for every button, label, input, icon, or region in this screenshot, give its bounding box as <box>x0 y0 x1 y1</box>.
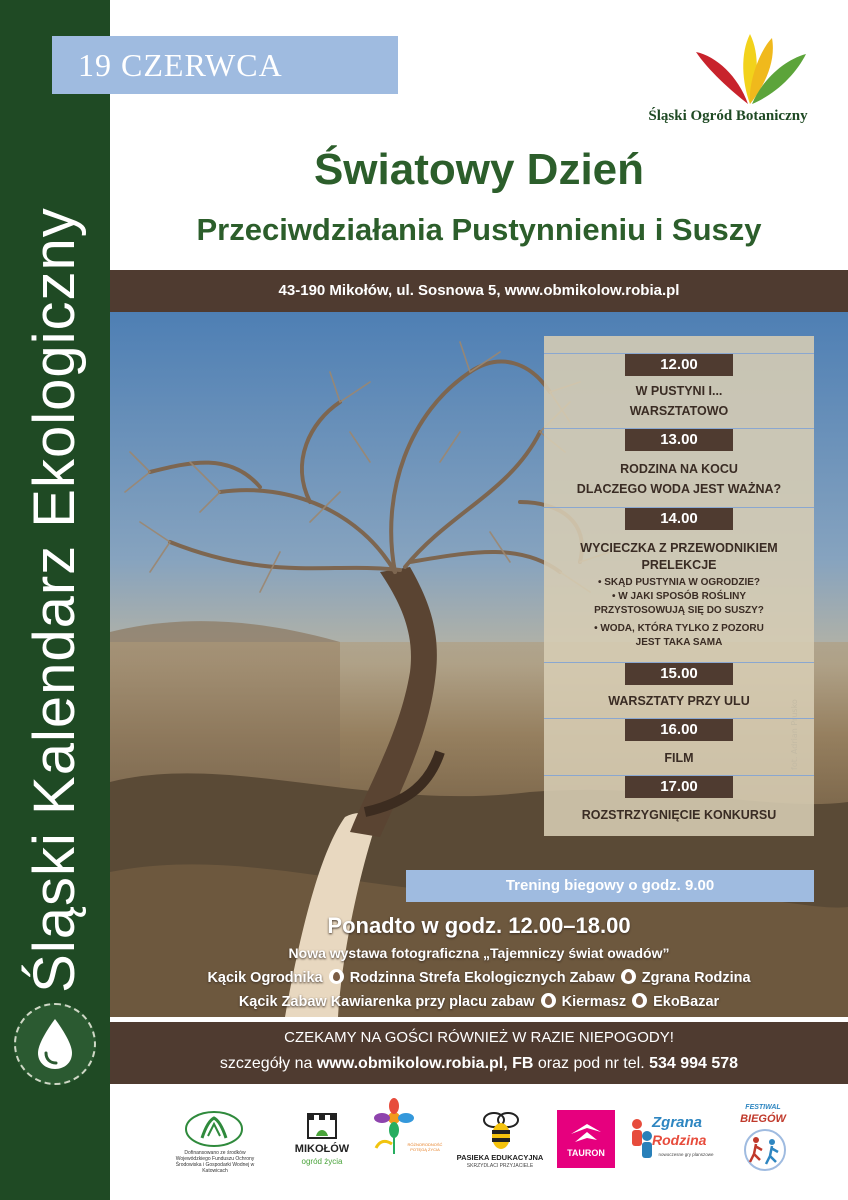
contact-line <box>110 1050 848 1078</box>
website-link[interactable]: www.obmikolow.robia.pl <box>316 1055 504 1072</box>
mikolow-text: MIKOŁÓW <box>294 1143 350 1155</box>
schedule-event: FILM <box>664 751 694 765</box>
training-text: Trening biegowy o godz. 9.00 <box>505 877 715 894</box>
zgrana-word2: Rodzina <box>652 1132 707 1148</box>
extra-hours-title: Ponadto w godz. 12.00–18.00 <box>327 913 631 938</box>
mikolow-sub: ogród życia <box>301 1157 343 1166</box>
schedule-time: 14.00 <box>625 508 733 530</box>
drop-bullet-icon <box>329 969 344 984</box>
facebook-label: , FB <box>503 1055 534 1072</box>
subtitle: Przeciwdziałania Pustynnieniu i Suszy <box>196 212 762 247</box>
tauron-logo <box>557 1110 615 1168</box>
mikolow-crest-icon <box>302 1110 342 1142</box>
schedule-time: 12.00 <box>625 354 733 376</box>
schedule-bullet: • WODA, KTÓRA TYLKO Z POZORU <box>594 623 764 634</box>
schedule-bullet: • SKĄD PUSTYNIA W OGRODZIE? <box>597 577 761 588</box>
festiwal-word2: BIEGÓW <box>740 1113 786 1125</box>
schedule-event: WYCIECZKA Z PRZEWODNIKIEM <box>580 541 778 555</box>
botanical-garden-name: Śląski Ogród Botaniczny <box>648 108 808 124</box>
biodiversity-text: RÓŻNORODNOŚĆ POTĘGĄ ŻYCIA <box>407 1142 443 1152</box>
schedule-event: WARSZTATOWO <box>629 404 729 418</box>
runners-icon <box>740 1128 790 1172</box>
schedule-event: ROZSTRZYGNIĘCIE KONKURSU <box>581 808 777 822</box>
vertical-series-title: Śląski Kalendarz Ekologiczny <box>22 207 87 993</box>
schedule-bullet: PRZYSTOSOWUJĄ SIĘ DO SUSZY? <box>594 605 764 616</box>
drop-bullet-icon <box>621 969 636 984</box>
phone-number: 534 994 578 <box>649 1055 739 1072</box>
wfos-leaf-logo-icon <box>184 1110 244 1148</box>
address-text: 43-190 Mikołów, ul. Sosnowa 5, www.obmikolow.robia.pl <box>278 282 680 299</box>
water-drop-icon <box>16 1005 94 1083</box>
pasieka-sub: SKRZYDLACI PRZYJACIELE <box>466 1163 534 1169</box>
schedule-panel <box>544 336 814 836</box>
wfos-text: Dofinansowano ze środków Wojewódzkiego Funduszu Ochrony Środowiska i Gospodarki Wodnej w Katowicach <box>175 1150 255 1174</box>
attraction-item: Kącik Ogrodnika <box>207 970 323 986</box>
schedule-time: 13.00 <box>625 429 733 451</box>
drop-bullet-icon <box>541 993 556 1008</box>
attraction-item: Kiermasz <box>561 994 627 1010</box>
zgrana-word1: Zgrana <box>652 1114 703 1131</box>
attractions-row <box>110 966 848 990</box>
schedule-event: RODZINA NA KOCU <box>620 462 738 476</box>
schedule-time: 16.00 <box>625 719 733 741</box>
weather-notice: CZEKAMY NA GOŚCI RÓWNIEŻ W RAZIE NIEPOGODY! <box>284 1029 674 1046</box>
schedule-event: WARSZTATY PRZY ULU <box>608 694 750 708</box>
schedule-bullet: • W JAKI SPOSÓB ROŚLINY <box>611 591 747 602</box>
contact-prefix: szczegóły na <box>219 1055 313 1072</box>
contact-mid: oraz pod nr tel. <box>537 1055 645 1072</box>
attraction-item: Kącik Zabaw Kawiarenka przy placu zabaw <box>238 994 535 1010</box>
exhibition-text: Nowa wystawa fotograficzna „Tajemniczy świat owadów” <box>288 945 670 961</box>
schedule-event: DLACZEGO WODA JEST WAŻNA? <box>576 482 782 496</box>
attraction-item: EkoBazar <box>653 994 720 1010</box>
zgrana-sub: nowoczesne gry planszowe <box>658 1152 714 1157</box>
water-drop-badge <box>14 1003 96 1085</box>
event-date: 19 CZERWCA <box>78 47 283 83</box>
bee-icon <box>478 1108 524 1152</box>
botanical-garden-leaves-icon <box>690 30 810 108</box>
attractions-row <box>110 990 848 1014</box>
schedule-event: PRELEKCJE <box>641 558 717 572</box>
schedule-bullet: JEST TAKA SAMA <box>635 637 723 648</box>
schedule-time: 17.00 <box>625 776 733 798</box>
festiwal-word1: FESTIWAL <box>745 1104 781 1111</box>
drop-bullet-icon <box>632 993 647 1008</box>
pasieka-text: PASIEKA EDUKACYJNA <box>456 1153 544 1162</box>
tauron-mark-icon <box>557 1110 615 1168</box>
schedule-event: W PUSTYNI I... <box>635 384 723 398</box>
attraction-item: Zgrana Rodzina <box>641 970 751 986</box>
schedule-time: 15.00 <box>625 663 733 685</box>
attraction-item: Rodzinna Strefa Ekologicznych Zabaw <box>349 970 615 986</box>
main-title: Światowy Dzień <box>313 145 645 194</box>
tauron-text: TAURON <box>567 1148 605 1158</box>
